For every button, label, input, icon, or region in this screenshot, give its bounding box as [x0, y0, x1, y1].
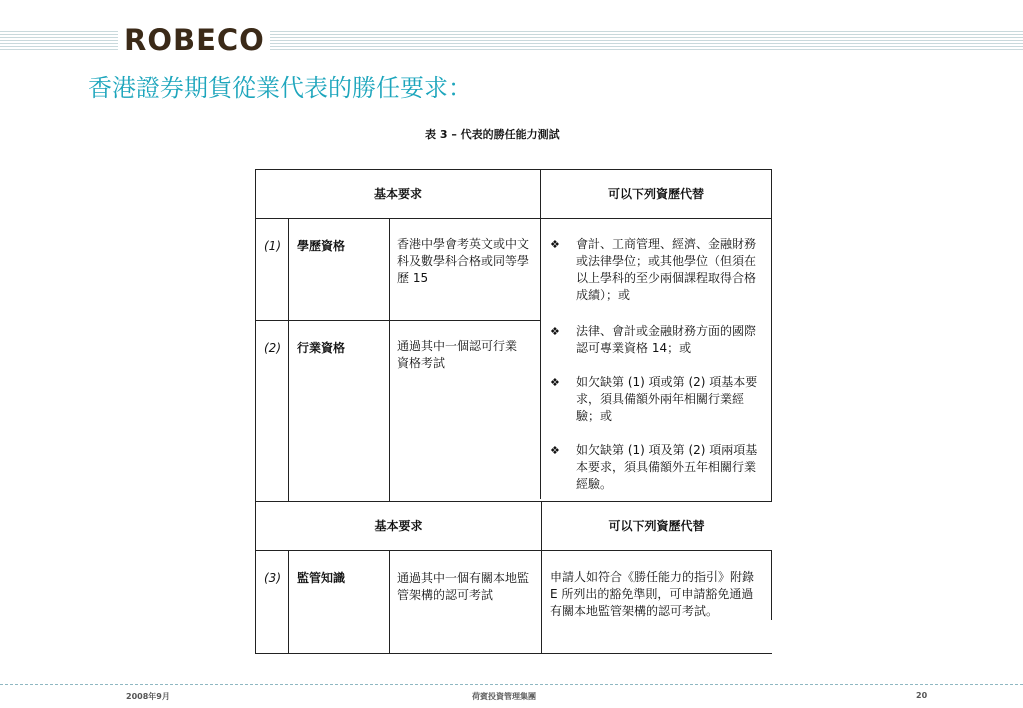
row1-name: 學歷資格 [297, 239, 346, 253]
page-number: 20 [916, 691, 928, 700]
row3-description: 通過其中一個有關本地監管架構的認可考試 [397, 571, 530, 602]
row1-description: 香港中學會考英文或中文科及數學科合格或同等學歷 15 [397, 237, 530, 285]
alternative-item: ❖ 如欠缺第 (1) 項或第 (2) 項基本要求，須具備額外兩年相關行業經驗；或 [550, 375, 758, 423]
row1-number: (1) [264, 239, 281, 253]
header-pattern-right [270, 30, 1023, 50]
bullet-icon: ❖ [550, 376, 560, 389]
alternative-item: ❖ 會計、工商管理、經濟、金融財務或法律學位；或其他學位（但須在以上學科的至少兩個課程取得合格成績）；或 [550, 237, 757, 302]
bullet-icon: ❖ [550, 238, 560, 251]
footer-date: 2008年9月 [126, 692, 170, 701]
row3-number: (3) [264, 571, 281, 585]
page-title: 香港證券期貨從業代表的勝任要求： [88, 74, 472, 102]
header-pattern-left [0, 30, 118, 50]
header-basic-requirements: 基本要求 [373, 187, 422, 201]
row2-number: (2) [264, 341, 281, 355]
row2-name: 行業資格 [297, 341, 346, 355]
alternative-item: ❖ 法律、會計或金融財務方面的國際認可專業資格 14；或 [550, 324, 757, 355]
row3-alternative: 申請人如符合《勝任能力的指引》附錄 E 所列出的豁免準則，可申請豁免通過有關本地監管架構的認可考試。 [550, 570, 755, 618]
header-basic-requirements-2: 基本要求 [374, 519, 423, 533]
footer-company: 荷賓投資管理集團 [472, 692, 536, 701]
row2-description: 通過其中一個認可行業資格考試 [397, 339, 518, 370]
alternative-item: ❖ 如欠缺第 (1) 項及第 (2) 項兩項基本要求，須具備額外五年相關行業經驗。 [550, 443, 758, 491]
footer-divider [0, 684, 1023, 685]
row3-name: 監管知識 [297, 571, 346, 585]
table-caption: 表 3 – 代表的勝任能力測試 [425, 128, 560, 141]
robeco-logo: ROBECO [124, 23, 265, 57]
bullet-icon: ❖ [550, 444, 560, 457]
header-alternatives-2: 可以下列資歷代替 [608, 519, 705, 533]
header-alternatives: 可以下列資歷代替 [607, 187, 704, 201]
bullet-icon: ❖ [550, 325, 560, 338]
